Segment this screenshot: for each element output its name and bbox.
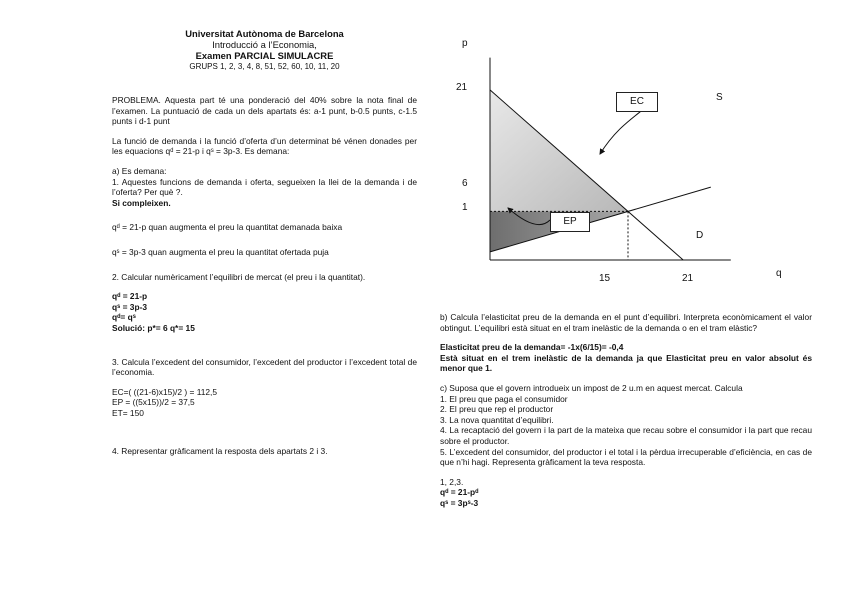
y-tick-1: 1 xyxy=(462,202,468,213)
solution-line: Solució: p*= 6 q*= 15 xyxy=(112,322,195,333)
document-header xyxy=(112,28,417,72)
question-4: 4. Representar gràficament la resposta dels apartats 2 i 3. xyxy=(112,446,328,457)
functions-statement: La funció de demanda i la funció d’oferta d’un determinat bé vénen donades per les equacions qᵈ = 21-p i qˢ = 3p-3. Es demana: xyxy=(112,135,417,157)
y-tick-21: 21 xyxy=(456,82,468,93)
university-name: Universitat Autònoma de Barcelona xyxy=(185,28,344,39)
x-tick-15: 15 xyxy=(599,273,611,284)
ep-label-box: EP xyxy=(550,212,590,232)
question-c: c) Suposa que el govern introdueix un impost de 2 u.m en aquest mercat. Calcula xyxy=(440,382,743,393)
question-c5: 5. L’excedent del consumidor, del productor i el total i la pèrdua irrecuperable d’eficiència, en cas de que n’hi hagi. Representa gràficament la teva resposta. xyxy=(440,446,812,468)
question-c2: 2. El preu que rep el productor xyxy=(440,404,554,415)
part-a-label: a) Es demana: xyxy=(112,165,167,176)
ec-label-box: EC xyxy=(616,92,658,112)
groups-line: GRUPS 1, 2, 3, 4, 8, 51, 52, 60, 10, 11, 20 xyxy=(189,62,340,71)
answer-1: Si compleixen. xyxy=(112,197,171,208)
supply-demand-chart xyxy=(440,30,820,300)
question-c3: 3. La nova quantitat d’equilibri. xyxy=(440,414,554,425)
elasticity-interpretation: Està situat en el trem inelàstic de la demanda ja que Elasticitat preu en valor absolut és menor que 1. xyxy=(440,352,812,374)
problem-intro: PROBLEMA. Aquesta part té una ponderació del 40% sobre la nota final de l’examen. La puntuació de cada un dels apartats és: a-1 punt, b-0.5 punts, c-1.5 punts i d-1 punt xyxy=(112,95,417,127)
answer-label: 1, 2,3. xyxy=(440,476,464,487)
producer-surplus: EP = ((5x15))/2 = 37,5 xyxy=(112,397,195,408)
equation-equilibrium: qᵈ= qˢ xyxy=(112,312,136,323)
left-column xyxy=(112,28,417,457)
supply-explanation: qˢ = 3p-3 quan augmenta el preu la quantitat ofertada puja xyxy=(112,246,329,257)
course-name: Introducció a l’Economia, xyxy=(212,39,317,50)
exam-title: Examen PARCIAL SIMULACRE xyxy=(195,50,334,61)
answer-supply-eq: qˢ = 3pˢ-3 xyxy=(440,497,479,508)
right-column xyxy=(440,312,812,509)
x-tick-21: 21 xyxy=(682,273,694,284)
consumer-surplus: EC=( ((21-6)x15)/2 ) = 112,5 xyxy=(112,386,218,397)
question-c1: 1. El preu que paga el consumidor xyxy=(440,393,568,404)
equation-supply: qˢ = 3p-3 xyxy=(112,301,148,312)
answer-demand-eq: qᵈ = 21-pᵈ xyxy=(440,487,479,498)
question-3: 3. Calcula l’excedent del consumidor, l’excedent del productor i l’excedent total de l’economia. xyxy=(112,356,417,378)
supply-label: S xyxy=(716,92,723,103)
demand-explanation: qᵈ = 21-p quan augmenta el preu la quantitat demanada baixa xyxy=(112,222,343,233)
ec-arrow xyxy=(600,108,645,154)
elasticity-value: Elasticitat preu de la demanda= -1x(6/15)= -0,4 xyxy=(440,342,624,353)
question-1: 1. Aquestes funcions de demanda i oferta, segueixen la llei de la demanda i de l’oferta? Per què ?. xyxy=(112,176,417,198)
demand-label: D xyxy=(696,230,704,241)
question-b: b) Calcula l’elasticitat preu de la demanda en el punt d’equilibri. Interpreta econòmicament el valor obtingut. L’equilibri està situat en el tram inelàstic de la demanda o en el tram elàstic? xyxy=(440,312,812,333)
y-axis-label: p xyxy=(462,38,468,49)
equation-demand: qᵈ = 21-p xyxy=(112,291,148,302)
total-surplus: ET= 150 xyxy=(112,407,144,418)
question-c4: 4. La recaptació del govern i la part de la mateixa que recau sobre el consumidor i la part que recau sobre el productor. xyxy=(440,425,812,446)
y-tick-6: 6 xyxy=(462,178,468,189)
chart-svg xyxy=(440,30,820,300)
x-axis-label: q xyxy=(776,268,782,279)
question-2: 2. Calcular numèricament l’equilibri de mercat (el preu i la quantitat). xyxy=(112,271,366,282)
